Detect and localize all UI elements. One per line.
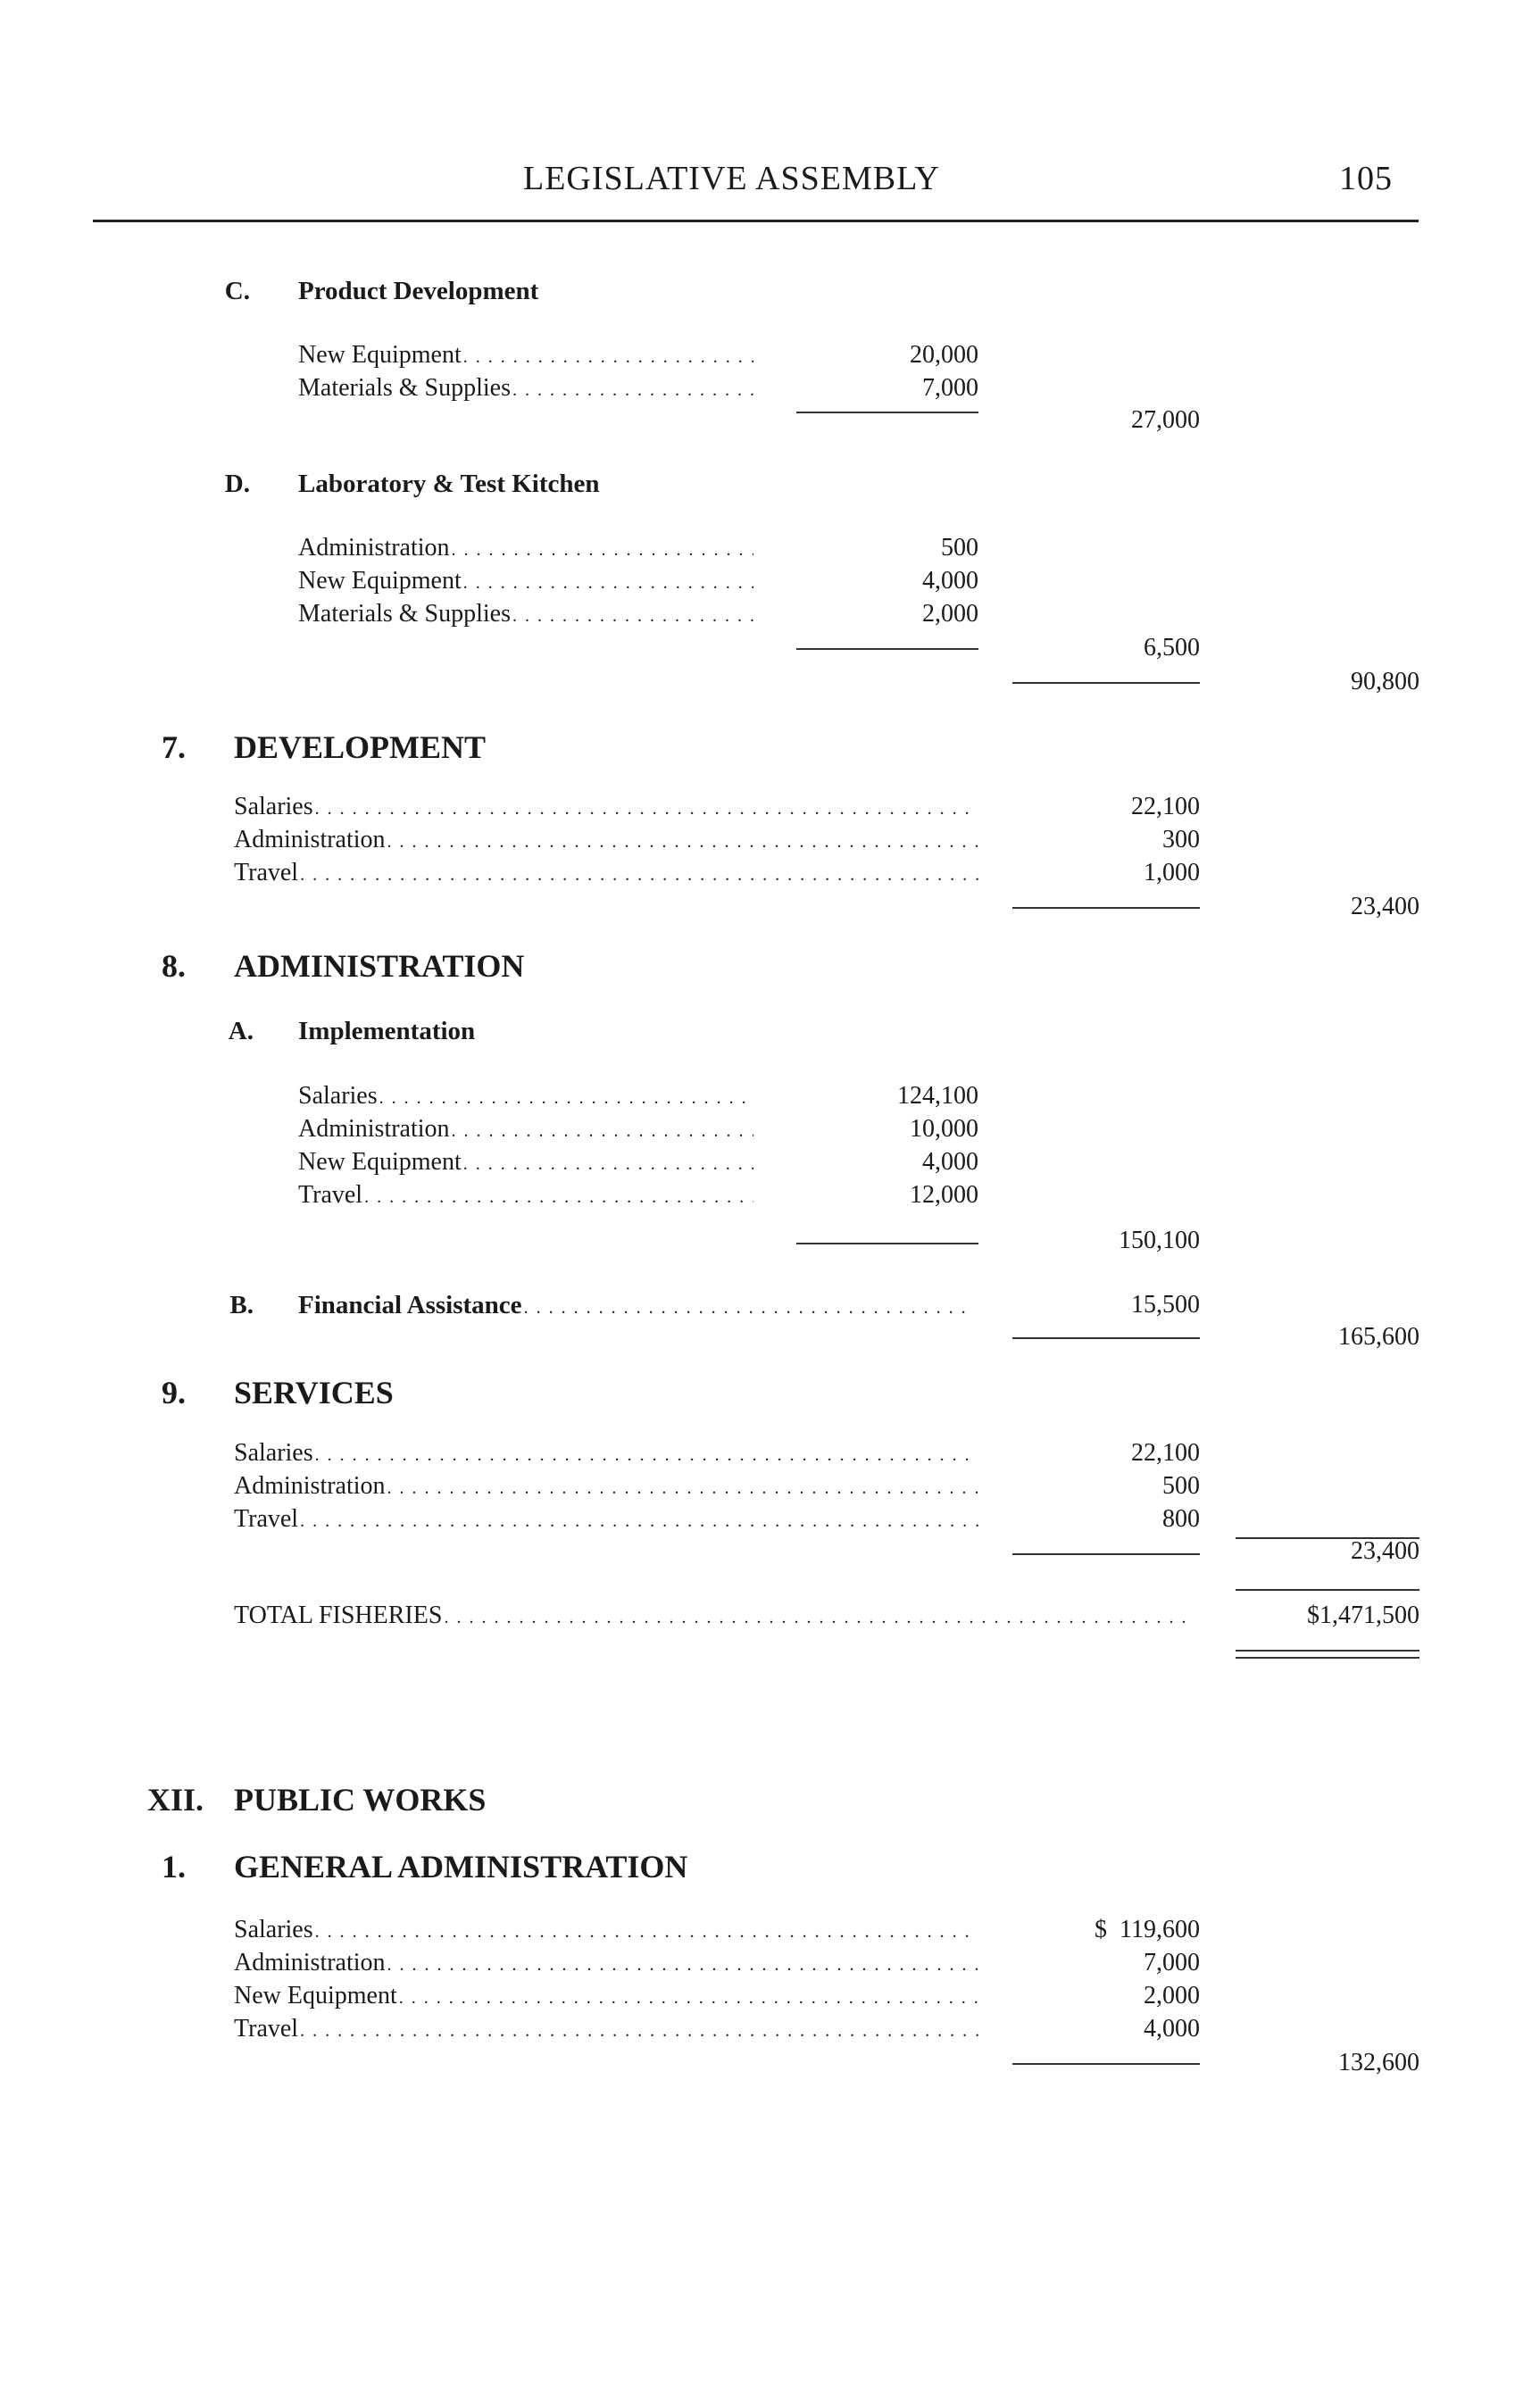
section-number: 9. — [162, 1375, 186, 1410]
leader-dots — [463, 347, 753, 368]
leader-dots — [300, 2021, 978, 2042]
line-item-label: Travel — [234, 859, 299, 886]
line-item-amount: $ 119,600 — [1095, 1916, 1200, 1943]
line-item — [234, 1472, 978, 1504]
line-item-label: Travel — [234, 2015, 299, 2043]
line-item-label: New Equipment — [298, 1148, 462, 1176]
grand-total-line — [234, 1602, 1191, 1634]
line-item — [298, 567, 753, 599]
financial-assistance-line — [298, 1291, 974, 1320]
section-heading: SERVICES — [234, 1375, 394, 1410]
line-item — [234, 1949, 978, 1981]
section-heading: DEVELOPMENT — [234, 729, 487, 765]
section-heading: ADMINISTRATION — [234, 948, 525, 984]
section-total-amount: 23,400 — [1351, 893, 1419, 920]
subtotal-amount: 27,000 — [1131, 406, 1200, 434]
line-item-label: Materials & Supplies — [298, 374, 511, 402]
line-item — [234, 1439, 978, 1471]
section-total-amount: 165,600 — [1338, 1323, 1419, 1351]
line-item-amount: 1,000 — [1144, 859, 1200, 886]
line-item-amount: 300 — [1162, 826, 1200, 853]
line-item-label: Salaries — [234, 1916, 313, 1943]
line-item-amount: 12,000 — [910, 1181, 978, 1209]
leader-dots — [524, 1298, 974, 1319]
section-number: 1. — [162, 1849, 186, 1885]
double-rule-top — [1236, 1650, 1419, 1652]
subtotal-amount: 150,100 — [1119, 1227, 1200, 1254]
line-item — [298, 374, 753, 406]
line-item-label: Salaries — [234, 1439, 313, 1467]
line-item — [234, 2015, 978, 2047]
line-item-amount: 4,000 — [922, 567, 978, 595]
line-item — [298, 1082, 753, 1114]
line-item-amount: 2,000 — [922, 600, 978, 628]
grand-total-rule — [1236, 1589, 1419, 1591]
double-rule-bottom — [1236, 1657, 1419, 1659]
leader-dots — [452, 540, 753, 561]
subtotal-rule — [796, 412, 978, 413]
leader-dots — [399, 1988, 978, 2009]
line-item-amount: 15,500 — [1131, 1291, 1200, 1319]
leader-dots — [452, 1121, 753, 1142]
leader-dots — [463, 573, 753, 594]
line-item — [234, 859, 978, 891]
line-item-amount: 4,000 — [1144, 2015, 1200, 2043]
line-item-amount: 22,100 — [1131, 793, 1200, 820]
line-item — [298, 1115, 753, 1147]
line-item-amount: 2,000 — [1144, 1982, 1200, 2009]
line-item-amount: 500 — [941, 534, 978, 562]
line-item-label: Salaries — [234, 793, 313, 820]
subtotal-rule — [796, 1243, 978, 1244]
leader-dots — [387, 1955, 978, 1976]
leader-dots — [387, 832, 978, 853]
line-item-amount: 7,000 — [922, 374, 978, 402]
grand-total-amount: $1,471,500 — [1307, 1602, 1419, 1629]
leader-dots — [364, 1187, 753, 1208]
subtotal-rule — [1012, 682, 1200, 684]
line-item — [234, 1916, 978, 1948]
leader-dots — [379, 1088, 753, 1109]
chapter-number: XII. — [146, 1782, 204, 1818]
line-item-amount: 20,000 — [910, 341, 978, 369]
line-item-label: New Equipment — [298, 567, 462, 595]
line-item-label: New Equipment — [298, 341, 462, 369]
line-item — [234, 1505, 978, 1537]
page-header-title: LEGISLATIVE ASSEMBLY — [523, 160, 940, 197]
line-item-amount: 22,100 — [1131, 1439, 1200, 1467]
line-item-label: Administration — [298, 1115, 450, 1143]
leader-dots — [387, 1478, 978, 1499]
line-item — [298, 600, 753, 632]
line-item — [298, 1148, 753, 1180]
page-number: 105 — [1339, 160, 1393, 197]
leader-dots — [463, 1154, 753, 1175]
line-item-amount: 10,000 — [910, 1115, 978, 1143]
line-item — [298, 341, 753, 373]
line-item-amount: 500 — [1162, 1472, 1200, 1500]
subtotal-rule — [796, 648, 978, 650]
implementation-heading: Implementation — [298, 1017, 476, 1045]
line-item-label: Administration — [234, 826, 386, 853]
header-rule — [93, 220, 1419, 222]
line-item-amount: 7,000 — [1144, 1949, 1200, 1976]
chapter-heading: PUBLIC WORKS — [234, 1782, 487, 1818]
financial-assistance-heading: Financial Assistance — [298, 1291, 522, 1319]
product-development-letter: C. — [224, 277, 250, 305]
financial-assistance-letter: B. — [229, 1291, 254, 1319]
leader-dots — [315, 1445, 978, 1466]
line-item-label: Materials & Supplies — [298, 600, 511, 628]
subtotal-amount: 6,500 — [1144, 634, 1200, 661]
section-number: 8. — [162, 948, 186, 984]
section-number: 7. — [162, 729, 186, 765]
leader-dots — [512, 380, 753, 401]
leader-dots — [300, 865, 978, 886]
line-item-amount: 800 — [1162, 1505, 1200, 1533]
line-item-label: Administration — [234, 1949, 386, 1976]
line-item — [234, 826, 978, 858]
section-total-amount: 90,800 — [1351, 668, 1419, 695]
line-item-amount: 124,100 — [897, 1082, 978, 1110]
leader-dots — [315, 799, 978, 820]
laboratory-heading: Laboratory & Test Kitchen — [298, 470, 600, 498]
line-item-label: New Equipment — [234, 1982, 397, 2009]
leader-dots — [315, 1922, 978, 1943]
section-heading: GENERAL ADMINISTRATION — [234, 1849, 688, 1885]
subtotal-rule — [1012, 907, 1200, 909]
product-development-heading: Product Development — [298, 277, 539, 305]
section-total-amount: 132,600 — [1338, 2049, 1419, 2076]
leader-dots — [444, 1608, 1191, 1628]
line-item-label: Salaries — [298, 1082, 378, 1110]
laboratory-letter: D. — [224, 470, 250, 498]
line-item-label: Administration — [298, 534, 450, 562]
subtotal-rule — [1012, 1337, 1200, 1339]
line-item — [234, 793, 978, 825]
grand-total-label: TOTAL FISHERIES — [234, 1602, 443, 1629]
leader-dots — [300, 1511, 978, 1532]
section-total-amount: 23,400 — [1351, 1537, 1419, 1565]
line-item — [298, 534, 753, 566]
implementation-letter: A. — [228, 1017, 254, 1045]
line-item-label: Travel — [298, 1181, 363, 1209]
subtotal-rule — [1012, 2063, 1200, 2065]
leader-dots — [512, 606, 753, 627]
line-item-label: Travel — [234, 1505, 299, 1533]
line-item — [234, 1982, 978, 2014]
line-item — [298, 1181, 753, 1213]
subtotal-rule — [1012, 1553, 1200, 1555]
line-item-amount: 4,000 — [922, 1148, 978, 1176]
line-item-label: Administration — [234, 1472, 386, 1500]
